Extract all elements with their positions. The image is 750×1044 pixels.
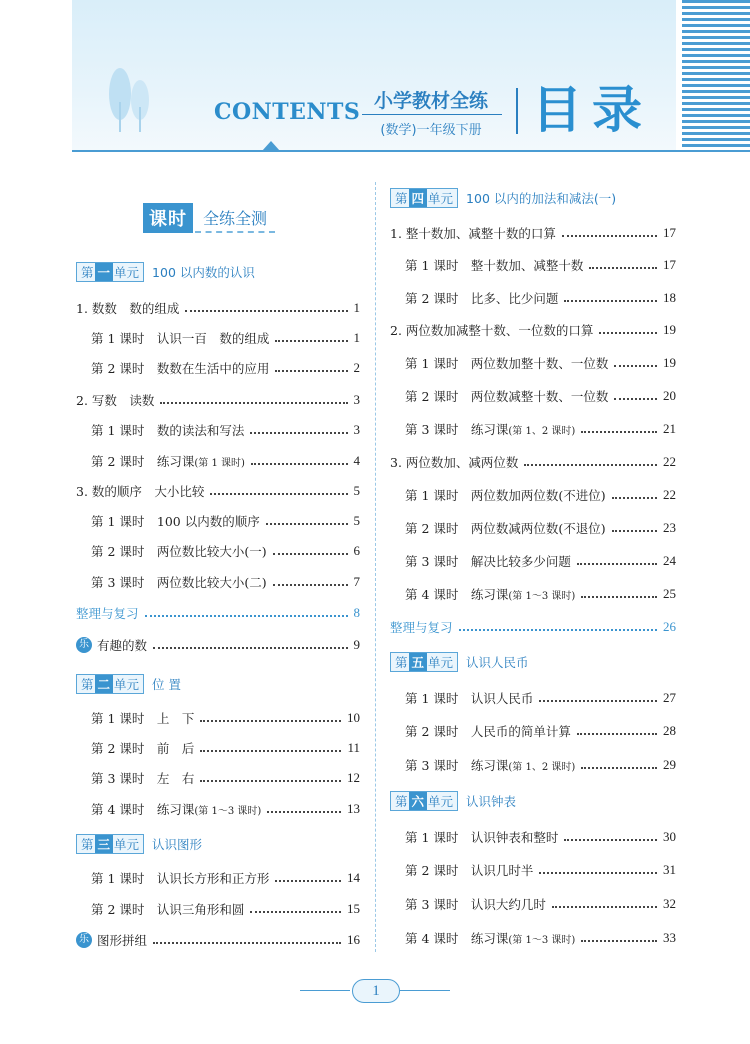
toc-entry[interactable]: 第 1 课时 整十数加、减整十数 17	[405, 257, 676, 273]
unit-badge: 第 六 单元	[390, 791, 458, 811]
contents-label: CONTENTS	[214, 99, 361, 125]
fun-badge-icon: 乐	[76, 637, 92, 653]
toc-entry[interactable]: 第 4 课时 练习课(第 1～3 课时) 33	[405, 930, 676, 946]
unit-heading-1[interactable]	[76, 262, 255, 282]
toc-entry[interactable]: 第 1 课时 认识一百 数的组成 1	[91, 330, 360, 346]
unit-heading-4[interactable]	[390, 188, 616, 208]
toc-entry-review[interactable]: 整理与复习 26	[390, 619, 676, 635]
banner-label-1: 课时	[143, 203, 193, 233]
toc-entry[interactable]: 1. 数数 数的组成 1	[76, 300, 360, 316]
toc-entry[interactable]: 第 3 课时 练习课(第 1、2 课时) 21	[405, 421, 676, 437]
title-separator	[516, 88, 518, 134]
toc-entry[interactable]: 第 1 课时 认识钟表和整时 30	[405, 829, 676, 845]
toc-entry[interactable]: 1. 整十数加、减整十数的口算 17	[390, 225, 676, 241]
toc-entry[interactable]: 第 2 课时 两位数减整十数、一位数 20	[405, 388, 676, 404]
series-divider	[362, 114, 502, 115]
toc-entry[interactable]: 第 2 课时 数数在生活中的应用 2	[91, 360, 360, 376]
toc-entry[interactable]: 第 2 课时 认识三角形和圆 15	[91, 901, 360, 917]
unit-badge: 第 四 单元	[390, 188, 458, 208]
decorative-stripes	[682, 0, 750, 152]
banner-label-2: 全练全测	[195, 204, 275, 233]
toc-entry[interactable]: 第 1 课时 数的读法和写法 3	[91, 422, 360, 438]
header-notch	[262, 141, 280, 151]
footer-rule-right	[400, 990, 450, 991]
toc-entry[interactable]: 2. 写数 读数 3	[76, 392, 360, 408]
toc-entry[interactable]: 第 2 课时 两位数减两位数(不退位) 23	[405, 520, 676, 536]
page-number: 1	[352, 979, 400, 1003]
toc-entry[interactable]: 第 3 课时 练习课(第 1、2 课时) 29	[405, 757, 676, 773]
fun-badge-icon: 乐	[76, 932, 92, 948]
trees-icon	[102, 62, 162, 132]
unit-title: 认识图形	[152, 837, 203, 852]
unit-title: 100 以内的加法和减法(一)	[466, 191, 617, 206]
toc-title: 目录	[532, 81, 652, 139]
toc-entry[interactable]: 第 3 课时 两位数比较大小(二) 7	[91, 574, 360, 590]
section-banner	[143, 203, 275, 233]
toc-entry-review[interactable]: 整理与复习 8	[76, 605, 360, 621]
toc-entry[interactable]: 第 2 课时 人民币的简单计算 28	[405, 723, 676, 739]
unit-heading-3[interactable]	[76, 834, 202, 854]
toc-entry-fun[interactable]: 乐 图形拼组 16	[76, 929, 360, 951]
toc-entry[interactable]: 第 4 课时 练习课(第 1～3 课时) 13	[91, 801, 360, 817]
toc-entry[interactable]: 第 3 课时 左 右 12	[91, 770, 360, 786]
unit-heading-2[interactable]	[76, 674, 181, 694]
unit-badge: 第 五 单元	[390, 652, 458, 672]
unit-title: 位 置	[152, 677, 182, 692]
unit-heading-5[interactable]	[390, 652, 529, 672]
toc-entry[interactable]: 第 1 课时 上 下 10	[91, 710, 360, 726]
series-title: 小学教材全练	[373, 90, 488, 112]
toc-entry[interactable]: 第 2 课时 练习课(第 1 课时) 4	[91, 453, 360, 469]
unit-badge: 第 三 单元	[76, 834, 144, 854]
unit-title: 认识人民币	[466, 655, 529, 670]
toc-entry[interactable]: 第 1 课时 认识长方形和正方形 14	[91, 870, 360, 886]
toc-entry[interactable]: 第 2 课时 比多、比少问题 18	[405, 290, 676, 306]
unit-title: 100 以内数的认识	[152, 265, 255, 280]
header-rule	[72, 150, 750, 152]
toc-entry[interactable]: 第 2 课时 两位数比较大小(一) 6	[91, 543, 360, 559]
column-divider	[375, 182, 376, 952]
toc-entry[interactable]: 3. 两位数加、减两位数 22	[390, 454, 676, 470]
unit-badge: 第 二 单元	[76, 674, 144, 694]
toc-entry[interactable]: 第 1 课时 两位数加两位数(不进位) 22	[405, 487, 676, 503]
toc-entry[interactable]: 第 2 课时 认识几时半 31	[405, 862, 676, 878]
toc-entry[interactable]: 第 4 课时 练习课(第 1～3 课时) 25	[405, 586, 676, 602]
toc-entry[interactable]: 第 3 课时 解决比较多少问题 24	[405, 553, 676, 569]
toc-entry[interactable]: 2. 两位数加减整十数、一位数的口算 19	[390, 322, 676, 338]
unit-badge: 第 一 单元	[76, 262, 144, 282]
toc-entry[interactable]: 第 3 课时 认识大约几时 32	[405, 896, 676, 912]
toc-entry[interactable]: 第 1 课时 100 以内数的顺序 5	[91, 513, 360, 529]
series-subtitle: (数学)一年级下册	[380, 123, 482, 138]
toc-entry[interactable]: 第 2 课时 前 后 11	[91, 740, 360, 756]
toc-entry-fun[interactable]: 乐 有趣的数 9	[76, 634, 360, 656]
footer-rule-left	[300, 990, 350, 991]
page-footer	[300, 976, 450, 1006]
unit-heading-6[interactable]	[390, 791, 516, 811]
toc-entry[interactable]: 第 1 课时 两位数加整十数、一位数 19	[405, 355, 676, 371]
toc-entry[interactable]: 第 1 课时 认识人民币 27	[405, 690, 676, 706]
toc-entry[interactable]: 3. 数的顺序 大小比较 5	[76, 483, 360, 499]
unit-title: 认识钟表	[466, 794, 517, 809]
